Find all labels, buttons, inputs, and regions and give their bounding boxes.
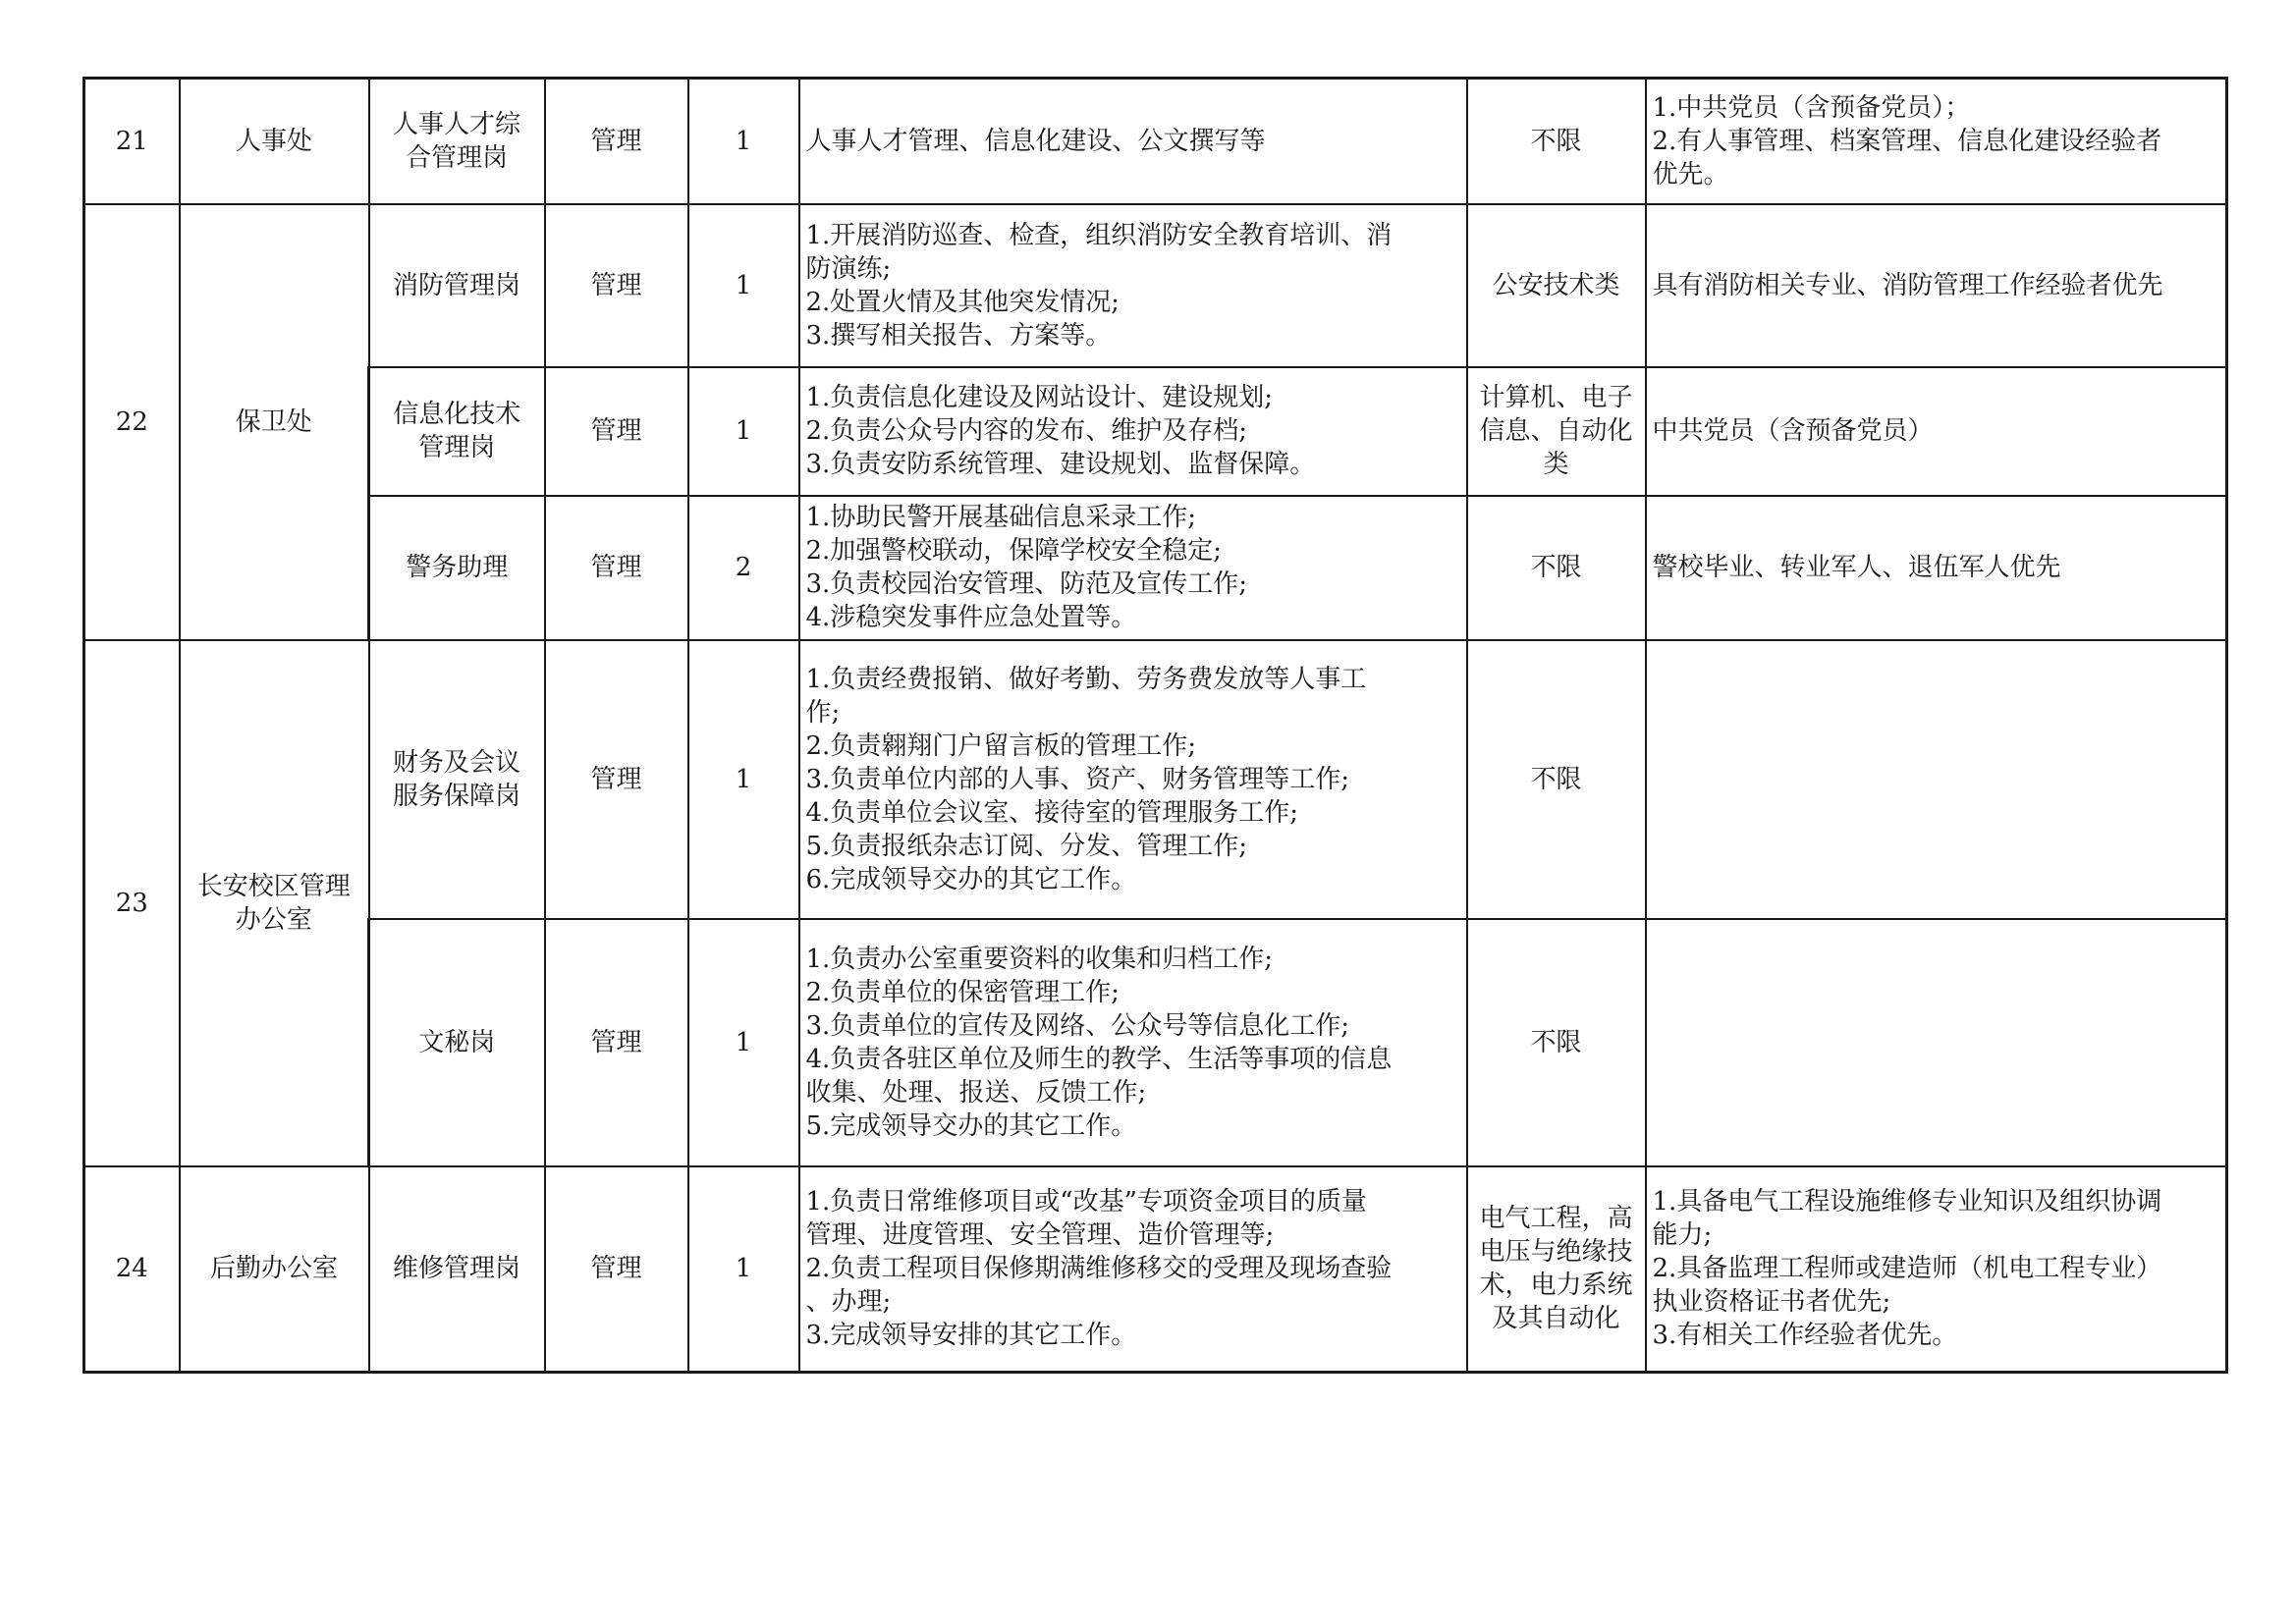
major-line: 不限 [1530,553,1582,582]
requirement-line: 2.具备监理工程师或建造师（机电工程专业） [1652,1254,2162,1284]
duty-line: 收集、处理、报送、反馈工作; [805,1077,1147,1108]
requirement-line: 2.有人事管理、档案管理、信息化建设经验者 [1652,126,2162,156]
duty-line: 2.处置火情及其他突发情况; [805,287,1121,317]
headcount-cell: 1 [688,79,799,204]
post-type-cell: 管理 [545,79,688,204]
post-name-cell [369,1166,545,1373]
duties-cell [799,367,1467,496]
duty-line: 3.撰写相关报告、方案等。 [805,320,1112,351]
duty-line: 5.完成领导交办的其它工作。 [805,1110,1137,1141]
major-line: 信息、自动化 [1479,416,1633,446]
row-number: 22 [84,204,180,640]
duty-line: 1.协助民警开展基础信息采录工作; [805,503,1197,532]
post-name-line: 合管理岗 [405,142,508,173]
post-type-cell: 管理 [545,496,688,640]
requirement-line: 1.具备电气工程设施维修专业知识及组织协调 [1652,1187,2162,1217]
duty-line: 2.负责工程项目保修期满维修移交的受理及现场查验 [805,1254,1393,1284]
post-name-line: 财务及会议 [392,747,520,778]
requirement-line: 中共党员（含预备党员） [1652,416,1934,446]
duty-line: 、办理; [805,1287,892,1318]
major-cell [1467,204,1646,367]
requirement-line: 1.中共党员（含预备党员）； [1652,92,1971,123]
major-line: 电压与绝缘技 [1479,1237,1633,1268]
table-row [84,1166,2227,1373]
duty-line: 2.负责单位的保密管理工作; [805,977,1121,1007]
duty-line: 4.负责各驻区单位及师生的教学、生活等事项的信息 [805,1044,1393,1074]
post-name-line: 人事人才综 [392,109,520,139]
headcount-cell: 1 [688,640,799,919]
table-row [84,640,2227,919]
requirements-cell [1646,496,2227,640]
department-line: 长安校区管理 [196,871,351,901]
table-row [84,367,2227,496]
duty-line: 防演练; [805,253,892,284]
major-line: 公安技术类 [1492,270,1620,300]
row-number: 23 [84,640,180,1166]
major-line: 及其自动化 [1492,1304,1620,1334]
duty-line: 3.负责校园治安管理、防范及宣传工作; [805,569,1248,599]
duties-cell [799,79,1467,204]
headcount-cell: 1 [688,919,799,1166]
major-line: 不限 [1530,764,1582,794]
row-number: 21 [84,79,180,204]
requirement-line: 3.有相关工作经验者优先。 [1652,1321,1958,1351]
requirement-line: 警校毕业、转业军人、退伍军人优先 [1652,553,2061,582]
duty-line: 5.负责报纸杂志订阅、分发、管理工作; [805,831,1248,861]
headcount-cell: 1 [688,1166,799,1373]
major-line: 不限 [1530,1027,1582,1057]
table-row [84,496,2227,640]
duty-line: 人事人才管理、信息化建设、公文撰写等 [805,126,1266,156]
department-cell [180,640,369,1166]
duty-line: 4.涉稳突发事件应急处置等。 [805,603,1137,632]
duty-line: 作; [805,697,841,728]
duty-line: 3.负责单位的宣传及网络、公众号等信息化工作; [805,1010,1350,1041]
post-type-cell: 管理 [545,1166,688,1373]
post-name-line: 服务保障岗 [392,781,520,811]
requirements-cell [1646,204,2227,367]
requirement-line: 能力; [1652,1220,1713,1251]
post-type-cell: 管理 [545,919,688,1166]
duty-line: 3.完成领导安排的其它工作。 [805,1321,1137,1351]
major-cell [1467,1166,1646,1373]
post-name-cell [369,204,545,367]
post-name-line: 信息化技术 [393,400,521,429]
recruitment-table [82,77,2228,1374]
duty-line: 6.完成领导交办的其它工作。 [805,864,1137,894]
requirements-cell [1646,79,2227,204]
requirement-line: 具有消防相关专业、消防管理工作经验者优先 [1652,270,2163,300]
department-line: 办公室 [235,904,312,935]
requirement-line: 优先。 [1652,159,1729,189]
duty-line: 4.负责单位会议室、接待室的管理服务工作; [805,797,1299,828]
headcount-cell: 1 [688,204,799,367]
requirements-cell [1646,919,2227,1166]
duty-line: 管理、进度管理、安全管理、造价管理等; [805,1220,1275,1251]
requirements-cell [1646,640,2227,919]
post-name-line: 警务助理 [406,553,509,582]
duties-cell [799,1166,1467,1373]
table-row [84,919,2227,1166]
requirements-cell [1646,367,2227,496]
post-name-line: 消防管理岗 [392,270,520,300]
duties-cell [799,919,1467,1166]
headcount-cell: 1 [688,367,799,496]
post-name-line: 维修管理岗 [392,1254,520,1284]
post-name-cell [369,367,545,496]
table-row [84,204,2227,367]
post-name-line: 管理岗 [418,433,496,462]
major-cell [1467,496,1646,640]
duty-line: 2.负责翱翔门户留言板的管理工作; [805,730,1197,761]
post-name-cell [369,496,545,640]
duty-line: 1.负责经费报销、做好考勤、劳务费发放等人事工 [805,664,1367,694]
duty-line: 1.负责信息化建设及网站设计、建设规划; [805,383,1274,412]
post-type-cell: 管理 [545,204,688,367]
duty-line: 1.负责日常维修项目或“改基”专项资金项目的质量 [805,1187,1367,1217]
requirement-line: 执业资格证书者优先; [1652,1287,1891,1318]
post-name-cell [369,919,545,1166]
duty-line: 1.负责办公室重要资料的收集和归档工作; [805,944,1274,974]
post-type-cell: 管理 [545,640,688,919]
major-cell [1467,640,1646,919]
post-name-line: 文秘岗 [418,1027,496,1057]
major-cell [1467,79,1646,204]
major-line: 计算机、电子 [1479,383,1633,412]
duty-line: 1.开展消防巡查、检查，组织消防安全教育培训、消 [805,220,1393,250]
post-name-cell [369,79,545,204]
duty-line: 2.负责公众号内容的发布、维护及存档; [805,416,1248,446]
requirements-cell [1646,1166,2227,1373]
department-cell: 后勤办公室 [180,1166,369,1373]
duties-cell [799,640,1467,919]
duty-line: 2.加强警校联动，保障学校安全稳定; [805,536,1223,566]
major-cell [1467,367,1646,496]
major-line: 不限 [1530,126,1582,156]
duty-line: 3.负责安防系统管理、建设规划、监督保障。 [805,450,1316,479]
department-cell: 保卫处 [180,204,369,640]
table-row [84,79,2227,204]
duty-line: 3.负责单位内部的人事、资产、财务管理等工作; [805,764,1350,794]
headcount-cell: 2 [688,496,799,640]
department-cell: 人事处 [180,79,369,204]
post-type-cell: 管理 [545,367,688,496]
duties-cell [799,496,1467,640]
major-line: 电气工程，高 [1479,1204,1633,1234]
duties-cell [799,204,1467,367]
row-number: 24 [84,1166,180,1373]
major-cell [1467,919,1646,1166]
major-line: 术，电力系统 [1479,1271,1633,1301]
post-name-cell [369,640,545,919]
major-line: 类 [1543,450,1569,479]
